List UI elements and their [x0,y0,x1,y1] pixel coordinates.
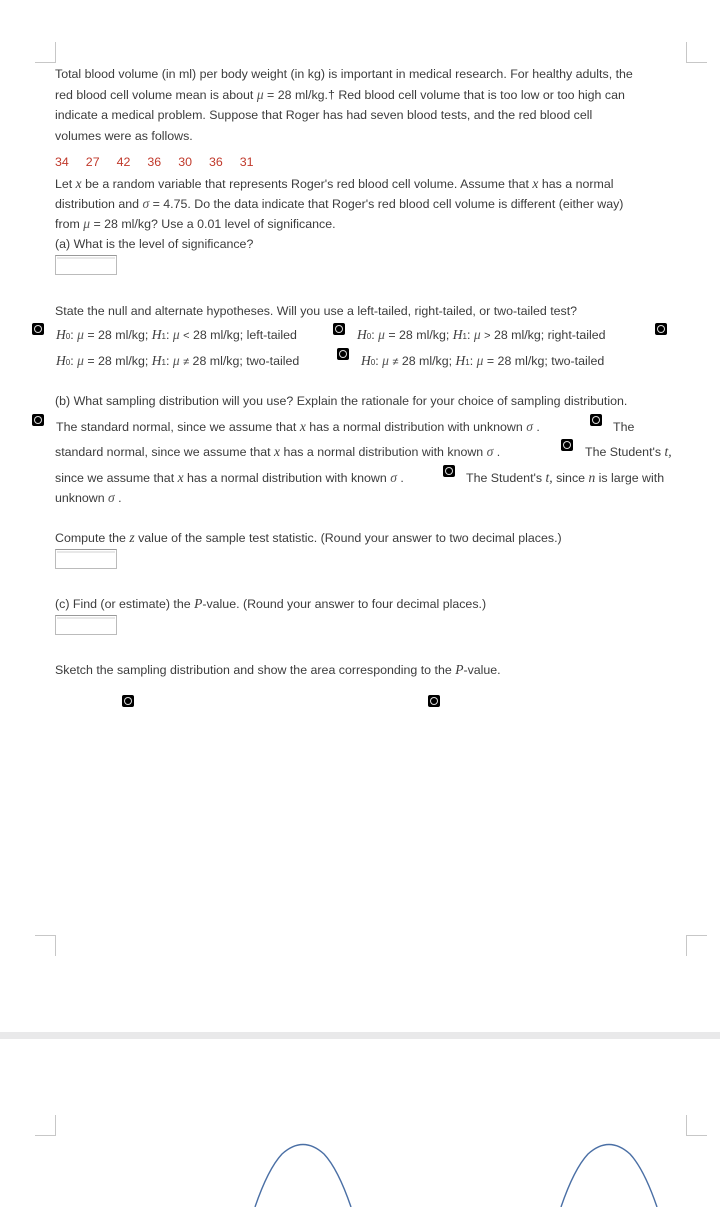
tail-label: left-tailed [246,328,297,342]
text: 28 ml/kg; [490,328,548,342]
h-symbol: H [151,327,162,342]
n-symbol: n [588,470,596,485]
relation-symbol: = [87,328,95,342]
distribution-option-3-label-cont: since we assume that x has a normal distribution with known σ . [55,470,404,485]
data-values [55,154,271,170]
z-symbol: z [129,530,135,545]
text: Compute the [55,531,130,545]
problem-text-line [55,216,336,232]
text: 28 ml/kg; [398,354,456,368]
text: 28 ml/kg; [494,354,552,368]
text: Let [55,177,76,191]
page-separator [0,1032,720,1039]
problem-text-line: indicate a medical problem. Suppose that Roger has had seven blood tests, and the red blood cell [55,108,593,122]
subscript: 0 [366,332,372,341]
h-symbol: H [361,353,371,368]
mu-symbol: μ [256,87,264,102]
x-symbol: x [177,470,184,485]
text: The standard normal, since we assume that [56,420,300,434]
mu-symbol: μ [77,327,84,342]
page-corner-mark [686,935,707,956]
question-c [55,596,486,612]
distribution-option-1-label: The standard normal, since we assume that x has a normal distribution with unknown σ . [56,419,540,434]
text: 28 ml/kg; [94,328,152,342]
sigma-symbol: σ [486,444,494,459]
text: value of the sample test statistic. (Round your answer to two decimal places.) [134,531,562,545]
data-value: 36 [208,155,223,169]
hypotheses-prompt: State the null and alternate hypotheses. Will you use a left-tailed, right-tailed, or two-tailed test? [55,304,578,318]
mu-symbol: μ [172,353,180,368]
h-symbol: H [455,353,466,368]
text: since [552,471,589,485]
relation-symbol: ≠ [183,356,190,368]
page-corner-mark [686,42,707,63]
x-symbol: x [299,419,306,434]
h-symbol: H [56,327,66,342]
hypothesis-option-2-radio[interactable] [333,323,345,335]
mu-symbol: μ [77,353,84,368]
sampling-distribution-sketches [0,1039,720,1207]
worksheet-page-2 [0,1039,720,1207]
sketch-prompt [55,662,501,678]
subscript: 0 [65,358,71,367]
problem-text-line [55,196,623,212]
data-value: 36 [147,155,162,169]
sketch-option-1-radio[interactable] [122,695,134,707]
problem-text-line: Total blood volume (in ml) per body weight (in kg) is important in medical research. For healthy adults, the [55,67,633,81]
sigma-symbol: σ [108,490,115,505]
h-symbol: H [56,353,66,368]
problem-text-line [55,87,625,103]
text: = 28 ml/kg.† Red blood cell volume that is too low or too high can [263,88,625,102]
text: since we assume that [55,471,178,485]
z-value-prompt [55,530,562,546]
distribution-option-1-radio[interactable] [32,414,44,426]
text: 28 ml/kg; [189,354,247,368]
page-corner-mark [35,935,56,956]
hypothesis-option-2-label: H0: μ = 28 ml/kg; H1: μ > 28 ml/kg; right-tailed [357,327,606,342]
p-symbol: P [455,662,464,677]
relation-symbol: ≠ [392,356,399,368]
problem-text-line: volumes were as follows. [55,129,193,143]
distribution-option-4-label [466,470,664,486]
x-symbol: x [75,176,82,191]
text: from [55,217,84,231]
t-symbol: t, [545,470,553,485]
relation-symbol: = [87,354,95,368]
text: 28 ml/kg; [94,354,152,368]
mu-symbol: μ [476,353,484,368]
significance-answer-input[interactable] [55,255,117,275]
text: unknown [55,491,109,505]
text: is large with [595,471,665,485]
subscript: 1 [161,358,166,367]
mu-symbol: μ [83,216,91,231]
distribution-option-2-radio[interactable] [590,414,602,426]
t-symbol: t, [664,444,672,459]
distribution-option-3-label [585,444,672,460]
hypothesis-option-3-label: H0: μ = 28 ml/kg; H1: μ ≠ 28 ml/kg; two-tailed [56,353,300,368]
subscript: 0 [65,332,71,341]
hypothesis-option-1-label: H0: μ = 28 ml/kg; H1: μ < 28 ml/kg; left-tailed [56,327,297,342]
tail-label: two-tailed [551,354,605,368]
subscript: 0 [370,358,376,367]
data-value: 31 [239,155,254,169]
z-value-answer-input[interactable] [55,549,117,569]
text: be a random variable that represents Roger's red blood cell volume. Assume that [81,177,533,191]
h-symbol: H [151,353,162,368]
text: The Student's [585,445,665,459]
text: 28 ml/kg; [395,328,453,342]
sigma-symbol: σ [390,470,397,485]
distribution-option-3-radio[interactable] [561,439,573,451]
text: red blood cell volume mean is about [55,88,257,102]
text: has a normal [538,177,614,191]
text: = 28 ml/kg? Use a 0.01 level of significance. [90,217,336,231]
p-value-answer-input[interactable] [55,615,117,635]
data-value: 34 [55,155,69,169]
distribution-option-4-label-cont: unknown σ . [55,490,122,505]
mu-symbol: μ [172,327,180,342]
text: has a normal distribution with known [183,471,391,485]
distribution-option-4-radio[interactable] [443,465,455,477]
text: distribution and [55,197,143,211]
distribution-option-2-label-start: The [613,420,635,434]
text: = 4.75. Do the data indicate that Roger's red blood cell volume is different (either way) [149,197,624,211]
sigma-symbol: σ [142,196,150,211]
sketch-option-2-radio[interactable] [428,695,440,707]
hypothesis-option-4-radio[interactable] [337,348,349,360]
data-value: 30 [178,155,192,169]
mu-symbol: μ [382,353,389,368]
x-symbol: x [274,444,281,459]
hypothesis-option-1-radio[interactable] [32,323,44,335]
page-corner-mark [35,42,56,63]
hypothesis-option-4-label: H0: μ ≠ 28 ml/kg; H1: μ = 28 ml/kg; two-tailed [361,353,605,368]
x-symbol: x [532,176,539,191]
normal-curve-1 [255,1145,351,1207]
mu-symbol: μ [378,327,385,342]
subscript: 1 [462,332,467,341]
sigma-symbol: σ [526,419,533,434]
text: The Student's [466,471,546,485]
hypothesis-option-3-radio[interactable] [655,323,667,335]
p-symbol: P [194,596,203,611]
text: -value. (Round your answer to four decimal places.) [202,597,487,611]
text: has a normal distribution with known [280,445,487,459]
relation-symbol: > [484,330,491,342]
subscript: 1 [161,332,166,341]
tail-label: two-tailed [246,354,300,368]
text: Sketch the sampling distribution and show the area corresponding to the [55,663,456,677]
data-value: 42 [116,155,131,169]
text: standard normal, since we assume that [55,445,275,459]
text: (c) Find (or estimate) the [55,597,195,611]
relation-symbol: = [388,328,396,342]
data-value: 27 [85,155,100,169]
relation-symbol: < [183,330,190,342]
text: 28 ml/kg; [189,328,247,342]
distribution-option-2-label: standard normal, since we assume that x has a normal distribution with known σ . [55,444,501,459]
text: -value. [463,663,501,677]
relation-symbol: = [486,354,495,368]
question-b: (b) What sampling distribution will you use? Explain the rationale for your choice of sampling distribution. [55,394,628,408]
h-symbol: H [452,327,463,342]
mu-symbol: μ [473,327,481,342]
problem-text-line [55,176,613,192]
normal-curve-2 [561,1145,657,1207]
h-symbol: H [357,327,367,342]
subscript: 1 [465,358,470,367]
text: has a normal distribution with unknown [305,420,527,434]
question-a: (a) What is the level of significance? [55,237,254,251]
tail-label: right-tailed [547,328,606,342]
